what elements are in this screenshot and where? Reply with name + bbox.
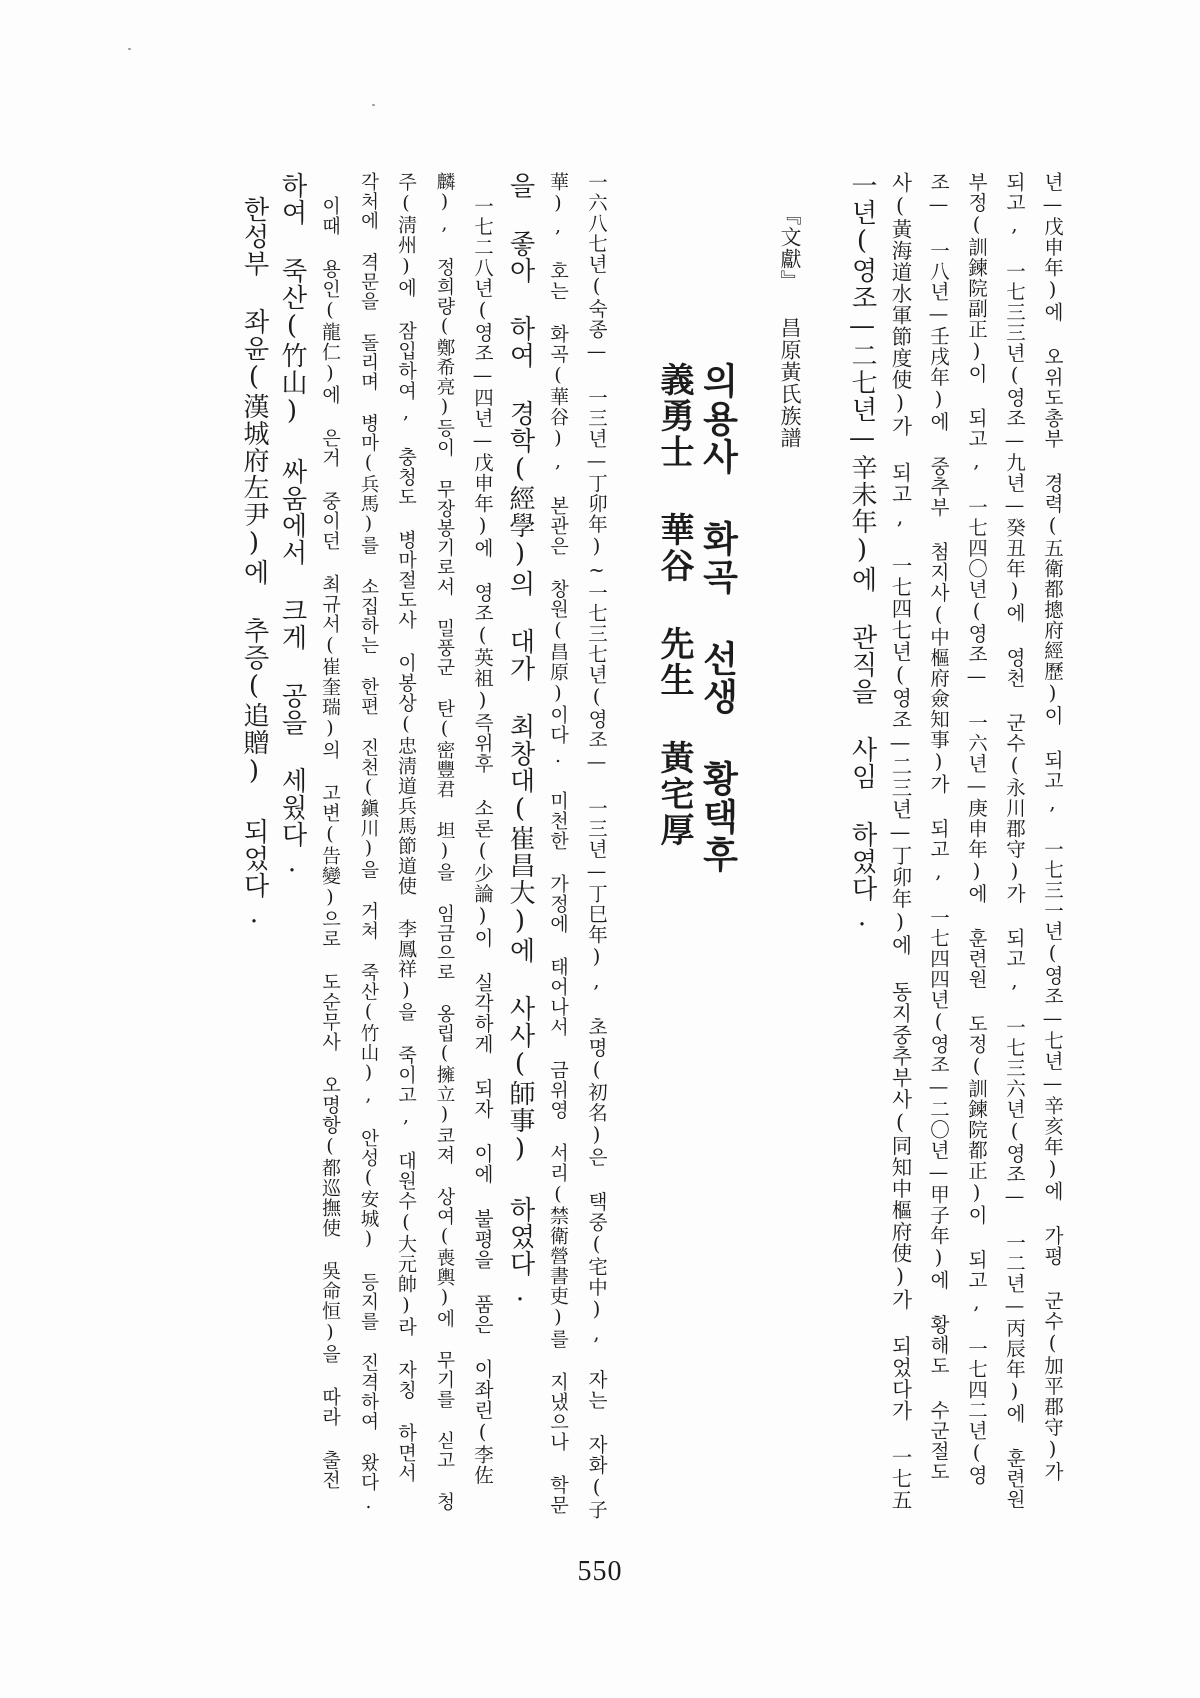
text-column: 한성부 좌윤(漢城府左尹)에 추증(追贈) 되었다. bbox=[239, 196, 269, 930]
text-column: 되고, 一七三三년(영조—九년—癸丑年)에 영천 군수(永川郡守)가 되고, 一七三六년(영조— 一二년—丙辰年)에 훈련원 bbox=[1003, 172, 1026, 1510]
text-column: 을 좋아 하여 경학(經學)의 대가 최창대(崔昌大)에 사사(師事) 하였다. bbox=[505, 172, 535, 1308]
text-column: 사(黃海道水軍節度使)가 되고, 一七四七년(영조—二三년—丁卯年)에 동지중추부사(同知中樞府使)가 되었다가 一七五 bbox=[888, 172, 912, 1511]
scan-speck bbox=[372, 104, 375, 106]
text-column: 년—戊申年)에 오위도총부 경력(五衛都摠府經歷)이 되고, 一七三一년(영조—七년—辛亥年)에 가평 군수(加平郡守)가 bbox=[1041, 172, 1064, 1482]
text-column: 麟), 정희량(鄭希亮)등이 무장봉기로서 밀풍군 탄(密豐君 坦)을 임금으로 옹립(擁立)코져 상여(喪輿)에 무기를 싣고 청 bbox=[434, 172, 455, 1512]
text-column: 부정(訓鍊院副正)이 되고, 一七四〇년(영조— 一六년—庚申年)에 훈련원 도정(訓鍊院都正)이 되고, 一七四二년(영 bbox=[965, 172, 988, 1486]
scan-speck bbox=[128, 48, 131, 50]
source-citation: 『文獻』 昌原黃氏族譜 bbox=[778, 204, 802, 449]
text-column: 조— 一八년—壬戌年)에 중추부 첨지사(中樞府僉知事)가 되고, 一七四四년(영조—二〇년—甲子年)에 황해도 수군절도 bbox=[927, 172, 950, 1482]
entry-title-hanja: 義勇士 華谷 先生 黃宅厚 bbox=[654, 362, 694, 848]
text-column: 이때 용인(龍仁)에 은거 중이던 최규서(崔奎瑞)의 고변(告變)으로 도순무사 오명항(都巡撫使 吳命恒)을 따라 출전 bbox=[319, 196, 341, 1490]
text-column: 하여 죽산(竹山) 싸움에서 크게 공을 세웠다. bbox=[277, 172, 307, 879]
text-column: 주(淸州)에 잠입하여, 충청도 병마절도사 이봉상(忠淸道兵馬節道使 李鳳祥)을 죽이고, 대원수(大元帥)라 자칭 하면서 bbox=[395, 172, 417, 1483]
text-column: 一년(영조—二七년—辛未年)에 관직을 사임 하였다. bbox=[847, 172, 877, 933]
text-column: 華), 호는 화곡(華谷), 본관은 창원(昌原)이다. 미천한 가정에 태어나서 금위영 서리(禁衛營書吏)를 지냈으나 학문 bbox=[547, 172, 569, 1515]
text-column: 一七二八년(영조—四년—戊申年)에 영조(英祖)즉위후 소론(少論)이 실각하게 되자 이에 불평을 품은 이좌린(李佐 bbox=[471, 196, 494, 1486]
entry-title-hangul: 의용사 화곡 선생 황택후 bbox=[697, 362, 739, 874]
text-column: 각처에 격문을 돌리며 병마(兵馬)를 소집하는 한편 진천(鎭川)을 거쳐 죽산(竹山), 안성(安城) 등지를 진격하여 왔다. bbox=[358, 172, 379, 1514]
text-column: 一六八七년(숙종— 一三년—丁卯年)~一七三七년(영조— 一三년—丁巳年), 초명(初名)은 택중(宅中), 자는 자화(子 bbox=[585, 172, 608, 1520]
page-number: 550 bbox=[577, 1556, 623, 1587]
